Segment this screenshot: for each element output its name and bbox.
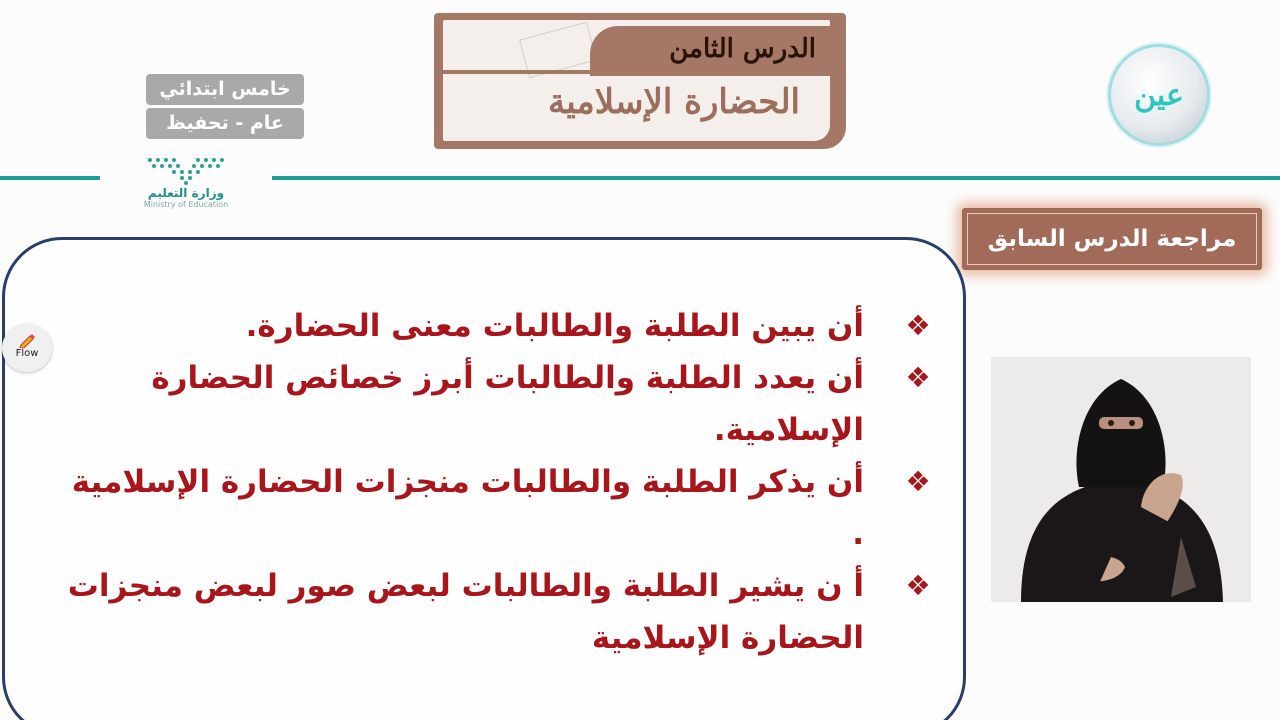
lesson-banner	[434, 13, 846, 149]
flow-label: Flow	[15, 348, 39, 359]
review-heading-box	[962, 208, 1262, 270]
ministry-emblem-icon	[140, 154, 232, 186]
interpreter-video	[991, 357, 1251, 602]
objective-item	[60, 300, 940, 352]
ministry-logo	[100, 152, 272, 224]
objective-item	[60, 352, 940, 456]
lesson-title: الحضارة الإسلامية	[548, 82, 800, 122]
objectives-list	[60, 300, 940, 664]
grade-track-tag: عام - تحفيظ	[146, 108, 304, 139]
objective-text: أن يعدد الطلبة والطالبات أبرز خصائص الحضارة الإسلامية.	[151, 360, 864, 448]
lesson-banner-inner	[443, 20, 830, 141]
diamond-bullet-icon: ❖	[905, 569, 931, 602]
flow-button[interactable]	[2, 324, 52, 372]
channel-logo-text: عين	[1134, 77, 1184, 113]
channel-logo	[1108, 44, 1210, 146]
objective-item	[60, 456, 940, 560]
objective-item	[60, 560, 940, 664]
ministry-name-en: Ministry of Education	[143, 200, 229, 209]
objective-text: أن يبين الطلبة والطالبات معنى الحضارة.	[245, 308, 864, 344]
ministry-name-ar: وزارة التعليم	[147, 186, 225, 200]
banner-divider	[443, 70, 830, 74]
diamond-bullet-icon: ❖	[905, 465, 931, 498]
objective-text: أن يذكر الطلبة والطالبات منجزات الحضارة الإسلامية .	[71, 464, 864, 552]
diamond-bullet-icon: ❖	[905, 309, 931, 342]
diamond-bullet-icon: ❖	[905, 361, 931, 394]
grade-level-tag: خامس ابتدائي	[146, 74, 304, 105]
interpreter-figure	[991, 357, 1251, 602]
objective-text: أ ن يشير الطلبة والطالبات لبعض صور لبعض منجزات الحضارة الإسلامية	[67, 568, 864, 656]
pencil-icon	[18, 332, 36, 348]
review-heading: مراجعة الدرس السابق	[967, 213, 1257, 265]
lesson-number: الدرس الثامن	[590, 26, 830, 76]
